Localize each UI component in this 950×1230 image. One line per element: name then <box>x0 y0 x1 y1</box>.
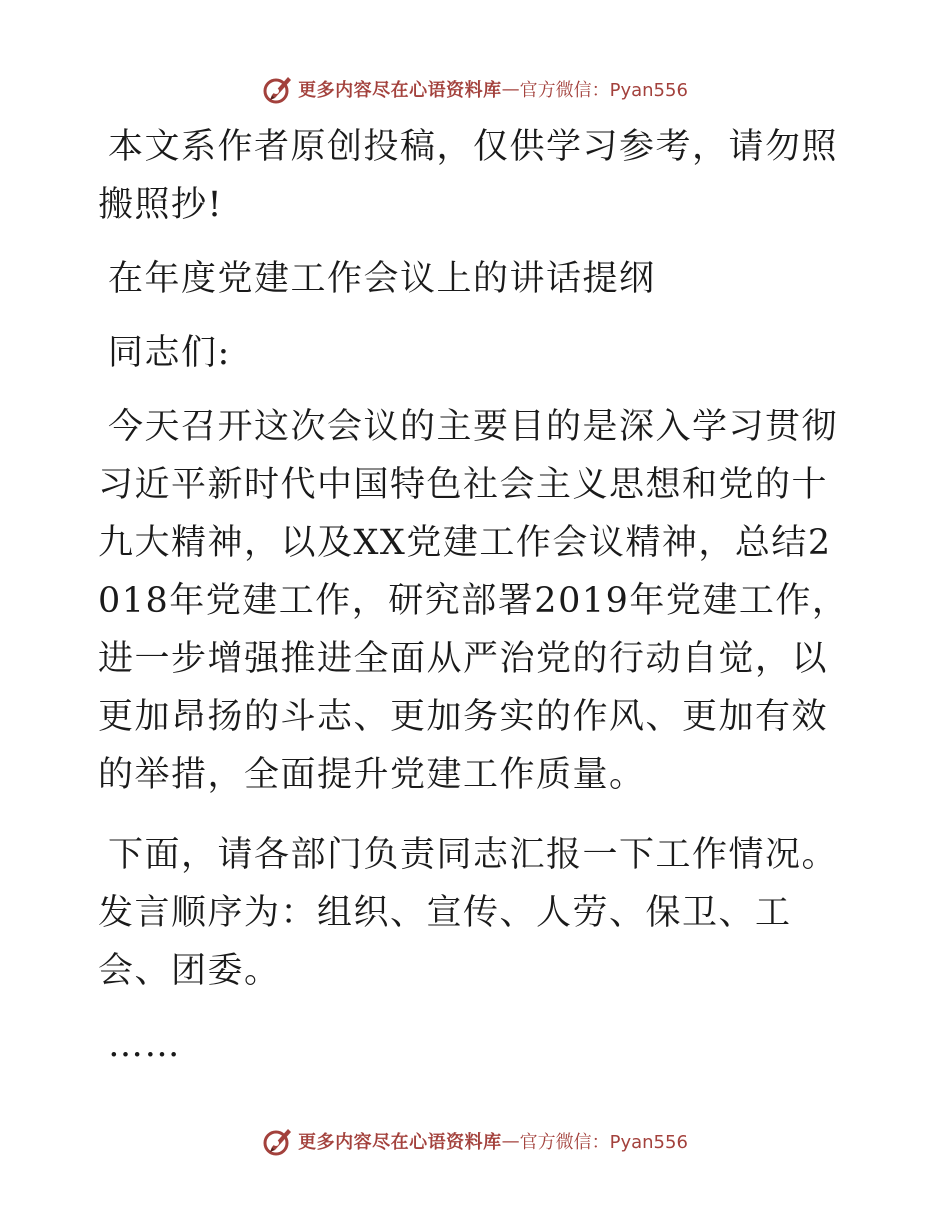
body-paragraph-reporting-order: 下面，请各部门负责同志汇报一下工作情况。发言顺序为：组织、宣传、人劳、保卫、工会、团委。 <box>98 835 839 991</box>
banner-wechat-id: 官方微信：Pyan556 <box>519 1132 688 1153</box>
header-watermark-banner <box>0 69 950 109</box>
banner-text: 更多内容尽在心语资料库 <box>298 80 502 101</box>
banner-separator: — <box>501 1130 520 1152</box>
copyright-notice: 本文系作者原创投稿，仅供学习参考，请勿照搬照抄! <box>98 127 839 225</box>
banner-text: 更多内容尽在心语资料库 <box>298 1132 502 1153</box>
quill-pen-logo-icon <box>262 1125 294 1157</box>
body-paragraph-purpose: 今天召开这次会议的主要目的是深入学习贯彻习近平新时代中国特色社会主义思想和党的十九大精神，以及XX党建工作会议精神，总结2018年党建工作，研究部署2019年党建工作，进一步增强推进全面从严治党的行动自觉，以更加昂扬的斗志、更加务实的作风、更加有效的举措，全面提升党建工作质量。 <box>98 407 849 795</box>
quill-pen-logo-icon <box>262 73 294 105</box>
document-title: 在年度党建工作会议上的讲话提纲 <box>108 259 656 299</box>
footer-watermark-banner <box>0 1121 950 1161</box>
document-body <box>98 118 850 1074</box>
salutation: 同志们: <box>108 333 231 373</box>
banner-wechat-id: 官方微信：Pyan556 <box>519 80 688 101</box>
banner-separator: — <box>501 78 520 100</box>
ellipsis-line: …… <box>108 1025 181 1065</box>
